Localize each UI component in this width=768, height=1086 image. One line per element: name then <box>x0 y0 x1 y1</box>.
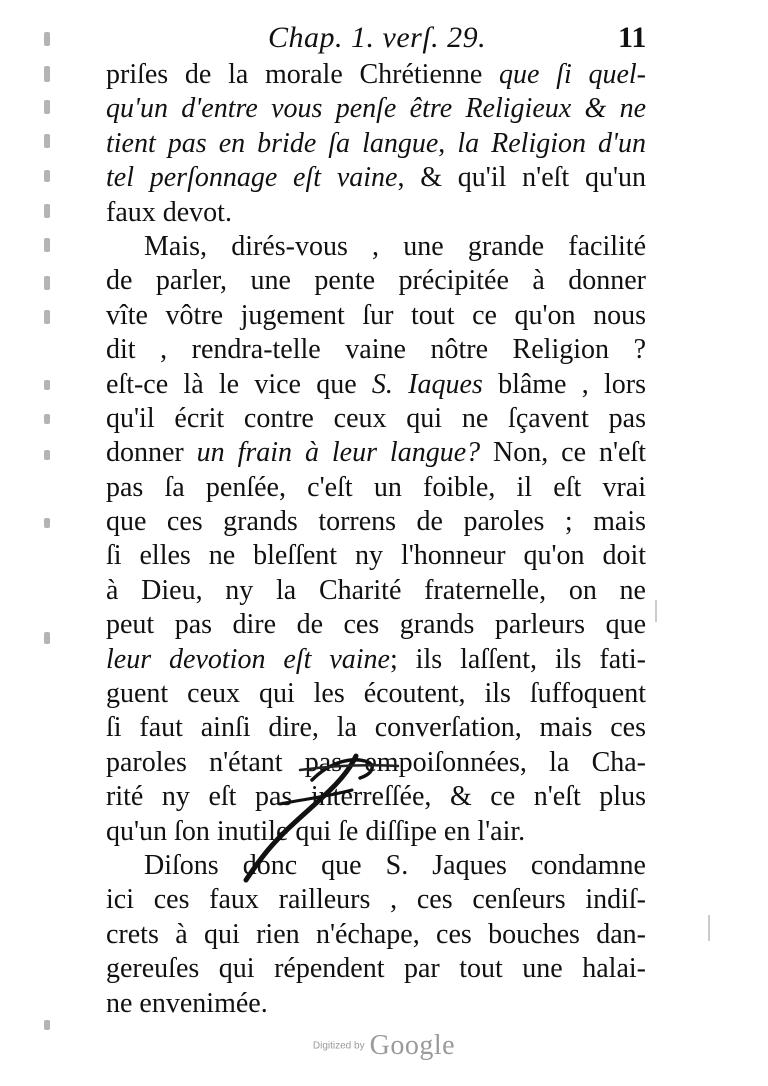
digitization-watermark <box>0 1030 768 1062</box>
text-segment: , <box>438 127 458 159</box>
text-segment: paroles n'étant pas empoiſonnées, la Cha- <box>106 746 646 778</box>
text-segment: Mais, dirés-vous , une grande facilité <box>144 230 646 262</box>
text-line <box>106 918 646 952</box>
text-segment: de parler, une pente précipitée à donner <box>106 265 646 297</box>
watermark-prefix: Digitized by <box>312 1040 365 1052</box>
text-segment: dit , rendra-telle vaine nôtre Religion ? <box>106 334 646 366</box>
text-line <box>106 505 646 539</box>
text-line <box>106 196 646 230</box>
italic-text: S. Iaques <box>371 368 483 400</box>
text-segment: Diſons donc que S. Jaques condamne <box>144 849 646 881</box>
watermark-brand: Google <box>369 1030 456 1061</box>
text-segment: peut pas dire de ces grands parleurs que <box>106 609 646 641</box>
text-segment: ſi faut ainſi dire, la converſation, mais ces <box>106 712 646 744</box>
italic-text: tient pas en bride ſa langue <box>106 127 439 159</box>
text-segment: ; ils laſſent, ils fati- <box>389 643 646 675</box>
text-segment: pas ſa penſée, c'eſt un foible, il eſt vrai <box>106 471 646 503</box>
running-head: Chap. 1. verſ. 29. <box>268 21 487 54</box>
text-segment: crets à qui rien n'échape, ces bouches dan- <box>106 918 646 950</box>
text-segment: qu'il écrit contre ceux qui ne ſçavent pas <box>106 402 646 434</box>
text-line <box>106 780 646 814</box>
text-line <box>106 539 646 573</box>
italic-text: tel perſonnage eſt vaine <box>106 162 398 194</box>
text-line <box>106 58 646 92</box>
text-segment: faux devot. <box>106 196 232 228</box>
text-line <box>106 849 646 883</box>
text-segment: qu'un ſon inutile qui ſe diſſipe en l'air. <box>106 815 526 847</box>
text-segment: priſes de la morale Chrétienne <box>106 59 500 90</box>
text-segment: à Dieu, ny la Charité fraternelle, on ne <box>106 574 646 606</box>
text-line <box>106 608 646 642</box>
text-line <box>106 436 646 470</box>
text-segment: ſi elles ne bleſſent ny l'honneur qu'on doit <box>106 540 646 572</box>
text-segment: rité ny eſt pas interreſſée, & ce n'eſt plus <box>106 781 646 813</box>
text-line <box>106 471 646 505</box>
text-segment: guent ceux qui les écoutent, ils ſuffoquent <box>106 678 646 710</box>
text-line <box>106 677 646 711</box>
text-line <box>106 368 646 402</box>
text-segment: blâme , lors <box>482 368 646 400</box>
right-edge-mark <box>708 915 710 941</box>
text-line <box>106 333 646 367</box>
italic-text: un frain à leur langue? <box>196 437 481 469</box>
text-line <box>106 643 646 677</box>
text-segment: Non, ce n'eſt <box>480 437 646 469</box>
text-line <box>106 264 646 298</box>
page-header <box>0 18 768 58</box>
text-line <box>106 952 646 986</box>
body-text <box>106 58 646 1021</box>
text-line <box>106 746 646 780</box>
bleed-through-marks <box>44 20 74 1070</box>
text-line <box>106 402 646 436</box>
text-segment: ne envenimée. <box>106 987 268 1019</box>
text-line <box>106 127 646 161</box>
text-segment: , & qu'il n'eſt qu'un <box>397 162 646 194</box>
right-edge-mark <box>655 600 657 622</box>
text-segment: gereuſes qui répendent par tout une halai- <box>106 953 646 985</box>
text-segment: donner <box>106 437 197 469</box>
text-segment: vîte vôtre jugement ſur tout ce qu'on nous <box>106 299 646 331</box>
italic-text: que ſi quel- <box>499 59 646 90</box>
text-line <box>106 883 646 917</box>
text-line <box>106 299 646 333</box>
text-line <box>106 987 646 1021</box>
text-line <box>106 815 646 849</box>
text-segment: eſt-ce là le vice que <box>106 368 372 400</box>
text-line <box>106 92 646 126</box>
italic-text: qu'un d'entre vous penſe être Religieux & ne <box>106 93 646 125</box>
page-number: 11 <box>618 21 647 54</box>
text-line <box>106 574 646 608</box>
italic-text: la Religion d'un <box>457 127 647 159</box>
text-segment: que ces grands torrens de paroles ; mais <box>106 506 646 538</box>
text-line <box>106 230 646 264</box>
text-segment: ici ces faux railleurs , ces cenſeurs indiſ- <box>106 884 646 916</box>
text-line <box>106 711 646 745</box>
text-line <box>106 161 646 195</box>
italic-text: leur devotion eſt vaine <box>106 643 390 675</box>
